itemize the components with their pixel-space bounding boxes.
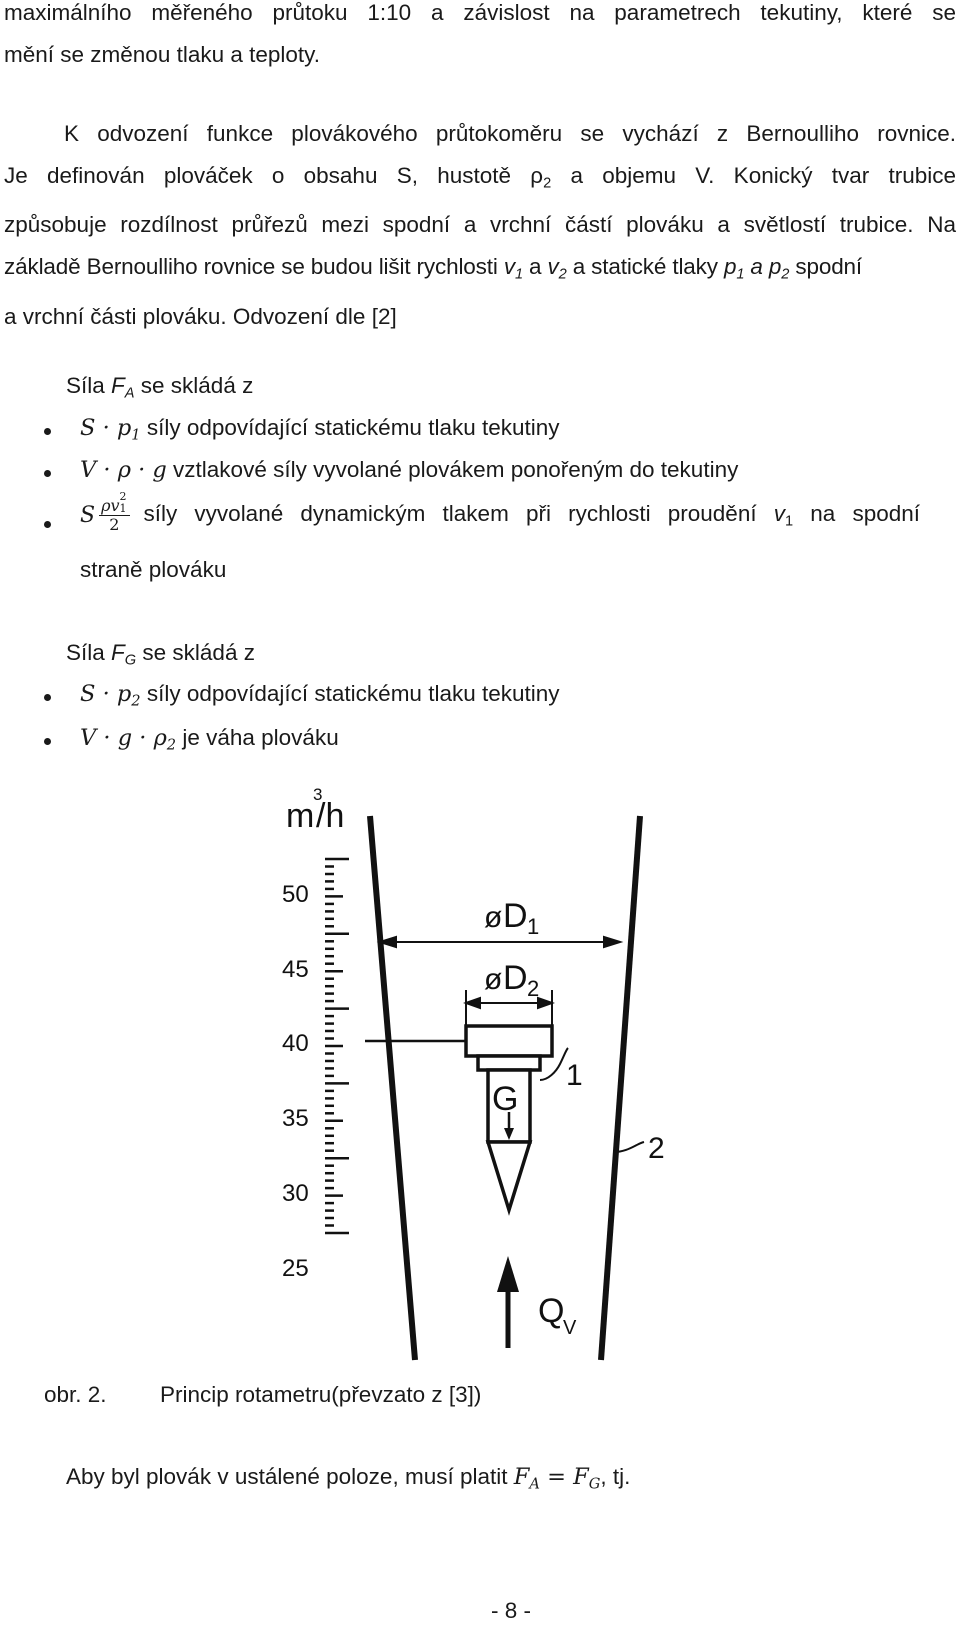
intro-line-1: maximálního měřeného průtoku 1:10 a závislost na parametrech tekutiny, které se: [4, 0, 956, 25]
page-number: - 8 -: [491, 1598, 532, 1623]
intro-line-2: mění se změnou tlaku a teploty.: [4, 42, 320, 67]
fg-heading: Síla $F_G$ se skládá z: [66, 640, 255, 669]
flow-label: [538, 1292, 577, 1339]
svg-text:V: V: [563, 1317, 577, 1339]
svg-text:ø: ø: [484, 901, 503, 934]
derivation-line-1: K odvození funkce plovákového průtokoměru se vychází z Bernoulliho rovnice.: [64, 121, 956, 146]
derivation-line-5: a vrchní části plováku. Odvození dle [2]: [4, 303, 397, 329]
diameter-d1-label: [484, 897, 539, 939]
fg-item-2: $V \cdot g \cdot \rho_2$ je váha plováku: [80, 725, 339, 754]
svg-text:3: 3: [313, 785, 323, 804]
svg-text:m: m: [286, 797, 315, 835]
callout-2-label: 2: [648, 1132, 665, 1165]
scale-ticks: [325, 859, 349, 1233]
svg-text:D: D: [503, 959, 528, 997]
fg-item-1: $S \cdot p_2$ síly odpovídající statickému tlaku tekutiny: [80, 681, 560, 710]
equilibrium-condition: Aby byl plovák v ustálené poloze, musí platit $F_A = F_G$, tj.: [66, 1464, 631, 1493]
derivation-line-3: způsobuje rozdílnost průřezů mezi spodní a vrchní částí plováku a světlostí trubice. Na: [4, 212, 956, 238]
fa-item-3-continuation: straně plováku: [80, 557, 227, 582]
scale-label-40: 40: [282, 1030, 309, 1057]
callout-1-label: 1: [566, 1059, 583, 1092]
scale-label-30: 30: [282, 1180, 309, 1207]
svg-text:/h: /h: [316, 797, 345, 835]
svg-text:ø: ø: [484, 963, 503, 996]
scale-label-45: 45: [282, 956, 309, 983]
unit-label: [286, 785, 344, 835]
derivation-line-4: základě Bernoulliho rovnice se budou lišit rychlosti $v_1$ a $v_2$ a statické tlaky $p_1$ a $p_2$ spodní: [4, 254, 863, 283]
fa-item-2: V · ρ · g vztlakové síly vyvolané plovákem ponořeným do tekutiny: [80, 457, 739, 483]
scale-label-25: 25: [282, 1255, 309, 1282]
fa-item-3: S ρv 2 1 2 síly vyvolané dynamickým tlakem při rychlosti proudění $v_1$ na spodní: [80, 490, 920, 534]
figure-caption-number: obr. 2.: [44, 1382, 107, 1407]
diameter-d1-dimension: [380, 937, 620, 947]
scale-label-35: 35: [282, 1105, 309, 1132]
derivation-line-2: Je definován plováček o obsahu S, hustotě $\rho_2$ a objemu V. Konický tvar trubice: [4, 163, 956, 192]
scale-label-50: 50: [282, 881, 309, 908]
svg-text:D: D: [503, 897, 528, 935]
scale-labels: [282, 881, 309, 1282]
svg-text:Q: Q: [538, 1292, 565, 1330]
fa-heading: Síla $F_A$ se skládá z: [66, 373, 254, 402]
svg-text:1: 1: [527, 914, 540, 939]
diameter-d2-label: [484, 959, 539, 1001]
flow-arrow: [497, 1256, 519, 1348]
float-weight-label: G: [492, 1080, 519, 1118]
figure-caption-text: Princip rotametru(převzato z [3]): [160, 1382, 482, 1407]
fa-item-1: $S \cdot p_1$ síly odpovídající statickému tlaku tekutiny: [80, 415, 560, 444]
svg-text:2: 2: [527, 976, 540, 1001]
fraction: ρv 2 1 2: [99, 497, 129, 534]
